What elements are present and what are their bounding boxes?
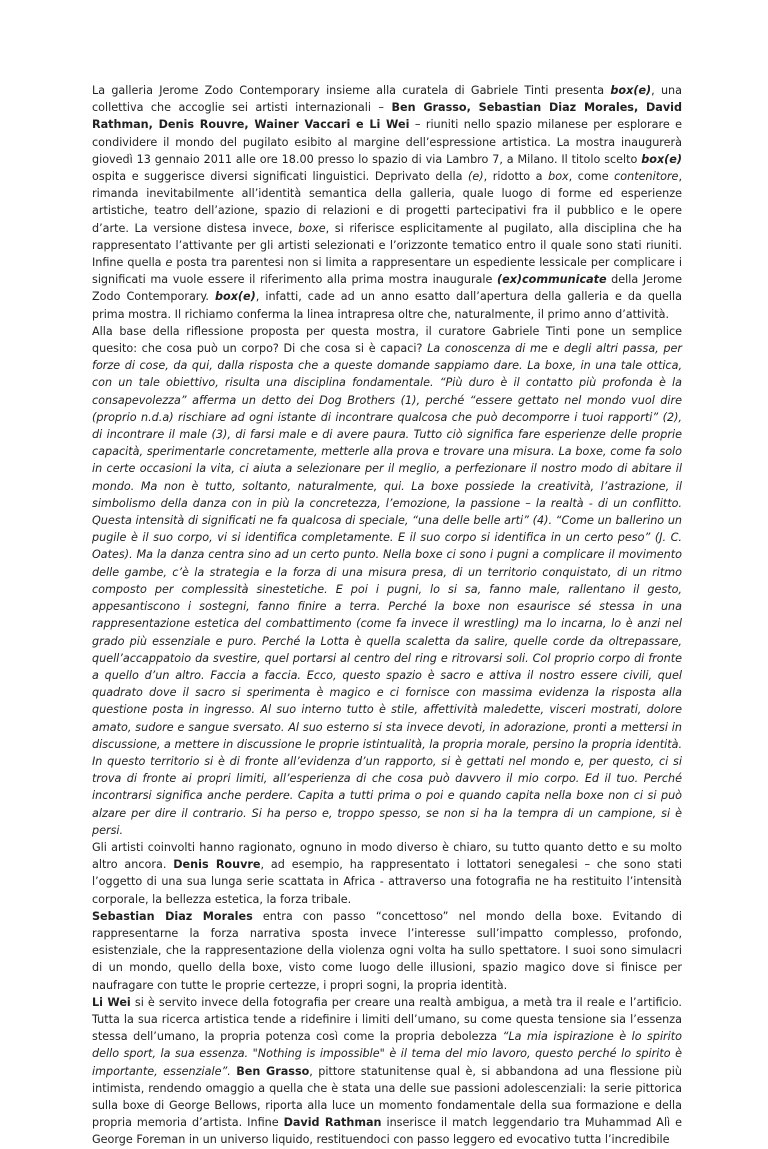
document-body bbox=[92, 82, 682, 1149]
body-text: , pittore statunitense qual è, si abbandona ad una flessione più intimista, rendendo omaggio a quella che è stata una delle sue passioni adolescenziali: la serie pittorica sulla boxe di George Bellows, riporta alla luce un momento fondamentale della sua formazione e della propria memoria d’artista. Infine bbox=[92, 1064, 682, 1130]
body-text: Gli artisti coinvolti hanno ragionato, ognuno in modo diverso è chiaro, su tutto quanto detto e su molto altro ancora. bbox=[92, 840, 682, 872]
emphasis-text: Ben Grasso, Sebastian Diaz Morales, David Rathman, Denis Rouvre, Wainer Vaccari e Li Wei bbox=[92, 101, 682, 132]
body-text: , come bbox=[568, 170, 615, 184]
paragraph bbox=[92, 839, 682, 908]
body-text: Alla base della riflessione proposta per questa mostra, il curatore Gabriele Tinti pone un semplice quesito: che cosa può un corpo? Di che cosa si è capaci? bbox=[92, 324, 682, 356]
body-text: , infatti, cade ad un anno esatto dall’apertura della galleria e da quella prima mostra. Il richiamo conferma la linea intrapresa oltre che, naturalmente, il primo anno d’attività. bbox=[92, 290, 683, 321]
paragraph bbox=[92, 323, 682, 839]
body-text: ospita e suggerisce diversi significati linguistici. Deprivato della bbox=[92, 170, 469, 184]
paragraph bbox=[92, 908, 682, 994]
body-text: – riuniti nello spazio milanese per esplorare e condividere il mondo del pugilato esibito al margine dell’espressione artistica. La mostra inaugurerà giovedì 13 gennaio 2011 alle ore 18.00 presso lo spazio di via Lambro 7, a Milano. Il titolo scelto bbox=[92, 118, 682, 166]
body-text: boxe bbox=[298, 221, 326, 235]
emphasis-text: box(e) bbox=[610, 84, 652, 97]
body-text: , ad esempio, ha rappresentato i lottatori senegalesi – che sono stati l’oggetto di una sua lunga serie scattata in Africa - attraverso una fotografia ne ha restituito l’intensità corporale, la bellezza estetica, la forza tribale. bbox=[92, 858, 682, 906]
body-text: posta tra parentesi non si limita a rappresentare un espediente lessicale per complicare i significati ma vuole essere il riferimento alla prima mostra inaugurale bbox=[92, 256, 682, 287]
body-text: La conoscenza di me e degli altri passa, per forze di cose, da qui, dalla risposta che a queste domande sappiamo dare. La boxe, in una tale ottica, con un tale obiettivo, risulta una disciplina fondamentale. “Più duro è il contatto più profonda è la consapevolezza” afferma un detto dei Dog Brothers (1), perché “essere gettato nel mondo vuol dire (proprio n.d.a) rischiare ad ogni istante di incontrare qualcosa che può decomporre i tuoi rapporti” (2), di incontrare il male (3), di farsi male e di avere paura. Tutto ciò significa fare esperienze delle proprie capacità, sperimentarle concretamente, metterle alla prova e trovare una misura. La boxe, come fa solo in certe occasioni la vita, ci aiuta a selezionare per il meglio, a perfezionare il nostro modo di abitare il mondo. Ma non è tutto, soltanto, naturalmente, qui. La boxe possiede la creatività, l’astrazione, il simbolismo della danza con in più la concretezza, l’emozione, la passione – la realtà - di un conflitto. Questa intensità di significati ne fa qualcosa di speciale, “una delle belle arti” (4). “Come un ballerino un pugile è il suo corpo, vi si identifica completamente. E il suo corpo si identifica in un certo peso” (J. C. Oates). Ma la danza centra sino ad un certo punto. Nella boxe ci sono i pugni a complicare il movimento delle gambe, c’è la strategia e la forza di una misura presa, di un territorio conquistato, di un ritmo composto per complessità sinestetiche. E poi i pugni, lo si sa, fanno male, rallentano il gesto, appesantiscono i sostegni, fanno finire a terra. Perché la boxe non esaurisce sé stessa in una rappresentazione estetica del combattimento (come fa invece il wrestling) ma lo incarna, lo è anzi nel grado più essenziale e puro. Perché la Lotta è quella scaletta da salire, quelle corde da oltrepassare, quell’accappatoio da svestire, quel portarsi al centro del ring e ritrovarsi soli. Col proprio corpo di fronte a quello d’un altro. Faccia a faccia. Ecco, questo spazio è sacro e attiva il nostro essere civili, quel quadrato dove il sacro si sperimenta è magico e ci fornisce con massima evidenza la risposta alla questione posta in ingresso. Al suo interno tutto è stile, affettività maledette, visceri mostrati, dolore amato, sudore e sangue sversato. Al suo esterno si sta invece devoti, in adorazione, pronti a mettersi in discussione, a mettere in discussione le proprie istintualità, la propria morale, persino la propria identità. In questo territorio si è di fronte all’evidenza d’un rapporto, si è gettati nel mondo e, per questo, ci si trova di fronte ai propri limiti, all’esperienza di che cosa può davvero il mio corpo. Ed il tuo. Perché incontrarsi significa anche perdere. Capita a tutti prima o poi e quando capita nella boxe non ci si può alzare per dire il contrario. Si ha perso e, troppo spesso, se non si ha la tempra di un campione, si è persi. bbox=[92, 342, 682, 837]
body-text: entra con passo “concettoso” nel mondo della boxe. Evitando di rappresentarne la forza narrativa sposta invece l’interesse sull’impatto complesso, profondo, esistenziale, che la rappresentazione della violenza ogni volta ha sullo spettatore. I suoi sono simulacri di un mondo, quello della boxe, visto come luogo delle illusioni, spazio magico dove si finisce per naufragare con tutte le proprie certezze, i propri sogni, la propria identità. bbox=[92, 909, 683, 992]
emphasis-text: David Rathman bbox=[283, 1116, 382, 1130]
body-text: inserisce il match leggendario tra Muhammad Alì e George Foreman in un universo liquido, restituendoci con passo leggero ed evocativo tutta l’incredibile bbox=[92, 1116, 683, 1147]
body-text: (e) bbox=[468, 170, 484, 184]
body-text: si è servito invece della fotografia per creare una realtà ambigua, a metà tra il reale e l’artificio. Tutta la sua ricerca artistica tende a ridefinire i limiti dell’umano, su come questa tensione sia l’essenza stessa dell’umano, la propria potenza così come la propria debolezza bbox=[92, 995, 682, 1044]
body-text: contenitore bbox=[614, 170, 679, 184]
emphasis-text: (ex)communicate bbox=[497, 273, 607, 287]
body-text: , si riferisce esplicitamente al pugilato, alla disciplina che ha rappresentato l’attivante per gli artisti selezionati e l’orizzonte tematico entro il quale sono stati riuniti. Infine quella bbox=[92, 221, 682, 270]
paragraph bbox=[92, 994, 682, 1149]
body-text: della Jerome Zodo Contemporary. bbox=[92, 273, 682, 304]
body-text: , ridotto a bbox=[483, 170, 549, 184]
body-text: , una collettiva che accoglie sei artisti internazionali – bbox=[92, 84, 682, 115]
emphasis-text: Denis Rouvre bbox=[173, 858, 261, 872]
emphasis-text: Ben Grasso bbox=[236, 1064, 310, 1078]
paragraph bbox=[92, 82, 682, 323]
body-text: La galleria Jerome Zodo Contemporary insieme alla curatela di Gabriele Tinti presenta bbox=[92, 84, 611, 97]
emphasis-text: box(e) bbox=[215, 290, 256, 304]
emphasis-text: box(e) bbox=[641, 152, 682, 166]
body-text: , rimanda inevitabilmente all’identità semantica della galleria, quale luogo di forme ed esperienze artistiche, teatro dell’azione, spazio di relazioni e di progetti partecipativi fra il pubblico e le opere d’arte. La versione distesa invece, bbox=[92, 170, 682, 235]
body-text: e bbox=[165, 256, 173, 270]
emphasis-text: Sebastian Diaz Morales bbox=[92, 909, 253, 923]
body-text: box bbox=[548, 170, 569, 184]
body-text: “La mia ispirazione è lo spirito dello sport, la sua essenza. "Nothing is impossible" è il tema del mio lavoro, questo perché lo spirito è importante, essenziale”. bbox=[92, 1030, 683, 1078]
emphasis-text: Li Wei bbox=[92, 995, 131, 1009]
